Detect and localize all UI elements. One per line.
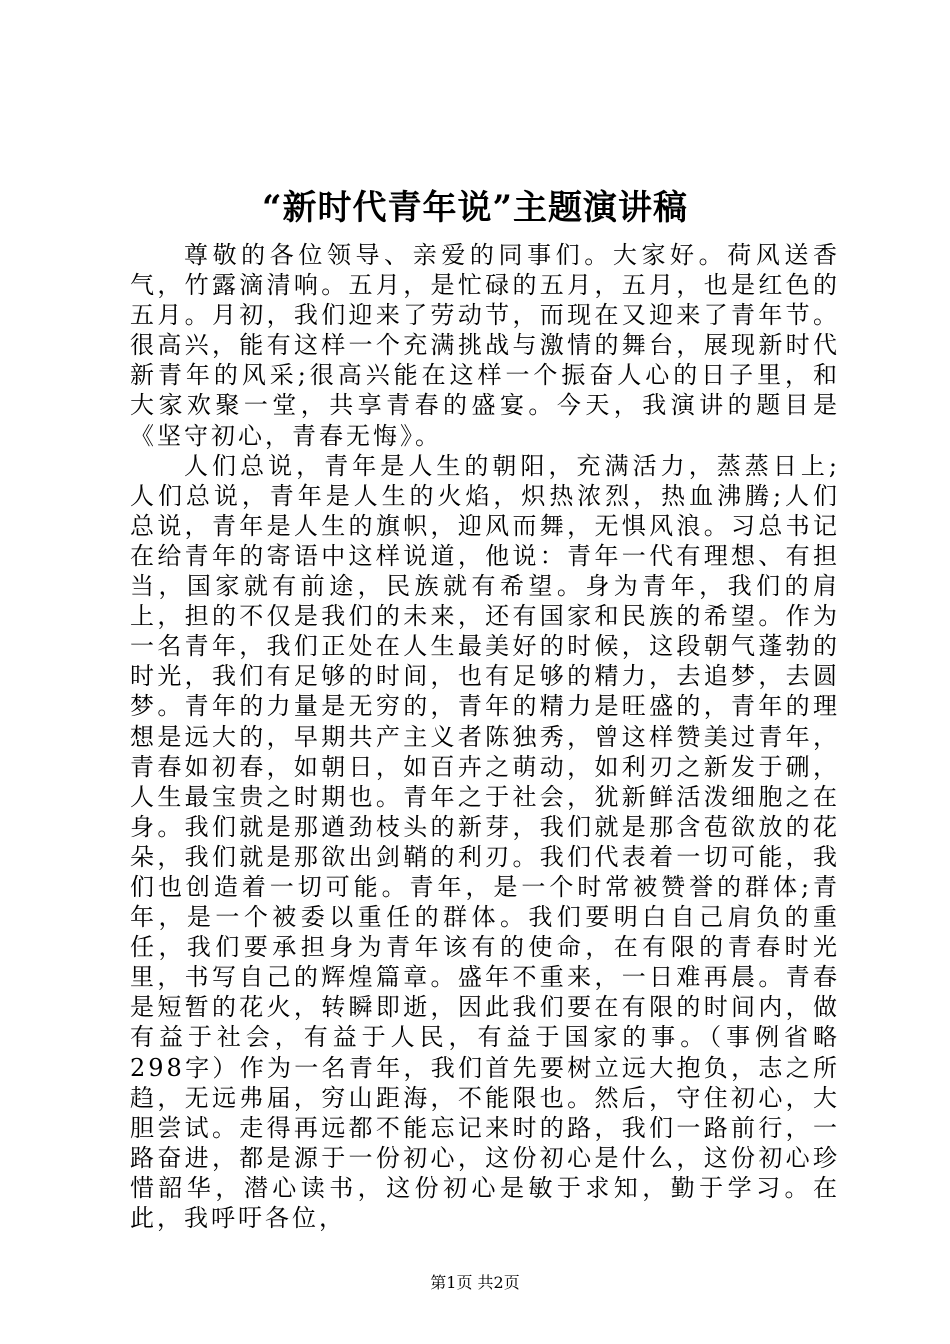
page-title: “新时代青年说”主题演讲稿 bbox=[261, 188, 689, 228]
speech-body bbox=[130, 240, 840, 1233]
paragraph-intro: 尊敬的各位领导、亲爱的同事们。大家好。荷风送香气，竹露滴清响。五月，是忙碌的五月，五月，也是红色的五月。月初，我们迎来了劳动节，而现在又迎来了青年节。很高兴，能有这样一个充满挑战与激情的舞台，展现新时代新青年的风采;很高兴能在这样一个振奋人心的日子里，和大家欢聚一堂，共享青春的盛宴。今天，我演讲的题目是《坚守初心，青春无悔》。 bbox=[130, 241, 840, 450]
page-footer: 第1页 共2页 bbox=[430, 1273, 520, 1292]
paragraph-main: 人们总说，青年是人生的朝阳，充满活力，蒸蒸日上;人们总说，青年是人生的火焰，炽热浓烈，热血沸腾;人们总说，青年是人生的旗帜，迎风而舞，无惧风浪。习总书记在给青年的寄语中这样说道，他说：青年一代有理想、有担当，国家就有前途，民族就有希望。身为青年，我们的肩上，担的不仅是我们的未来，还有国家和民族的希望。作为一名青年，我们正处在人生最美好的时候，这段朝气蓬勃的时光，我们有足够的时间，也有足够的精力，去追梦，去圆梦。青年的力量是无穷的，青年的精力是旺盛的，青年的理想是远大的，早期共产主义者陈独秀，曾这样赞美过青年，青春如初春，如朝日，如百卉之萌动，如利刃之新发于硎，人生最宝贵之时期也。青年之于社会，犹新鲜活泼细胞之在身。我们就是那遒劲枝头的新芽，我们就是那含苞欲放的花朵，我们就是那欲出剑鞘的利刃。我们代表着一切可能，我们也创造着一切可能。青年，是一个时常被赞誉的群体;青年，是一个被委以重任的群体。我们要明白自己肩负的重任，我们要承担身为青年该有的使命，在有限的青春时光里，书写自己的辉煌篇章。盛年不重来，一日难再晨。青春是短暂的花火，转瞬即逝，因此我们要在有限的时间内，做有益于社会，有益于人民，有益于国家的事。（事例省略298字）作为一名青年，我们首先要树立远大抱负，志之所趋，无远弗届，穷山距海，不能限也。然后，守住初心，大胆尝试。走得再远都不能忘记来时的路，我们一路前行，一路奋进，都是源于一份初心，这份初心是什么，这份初心珍惜韶华，潜心读书，这份初心是敏于求知，勤于学习。在此，我呼吁各位， bbox=[130, 451, 840, 1232]
